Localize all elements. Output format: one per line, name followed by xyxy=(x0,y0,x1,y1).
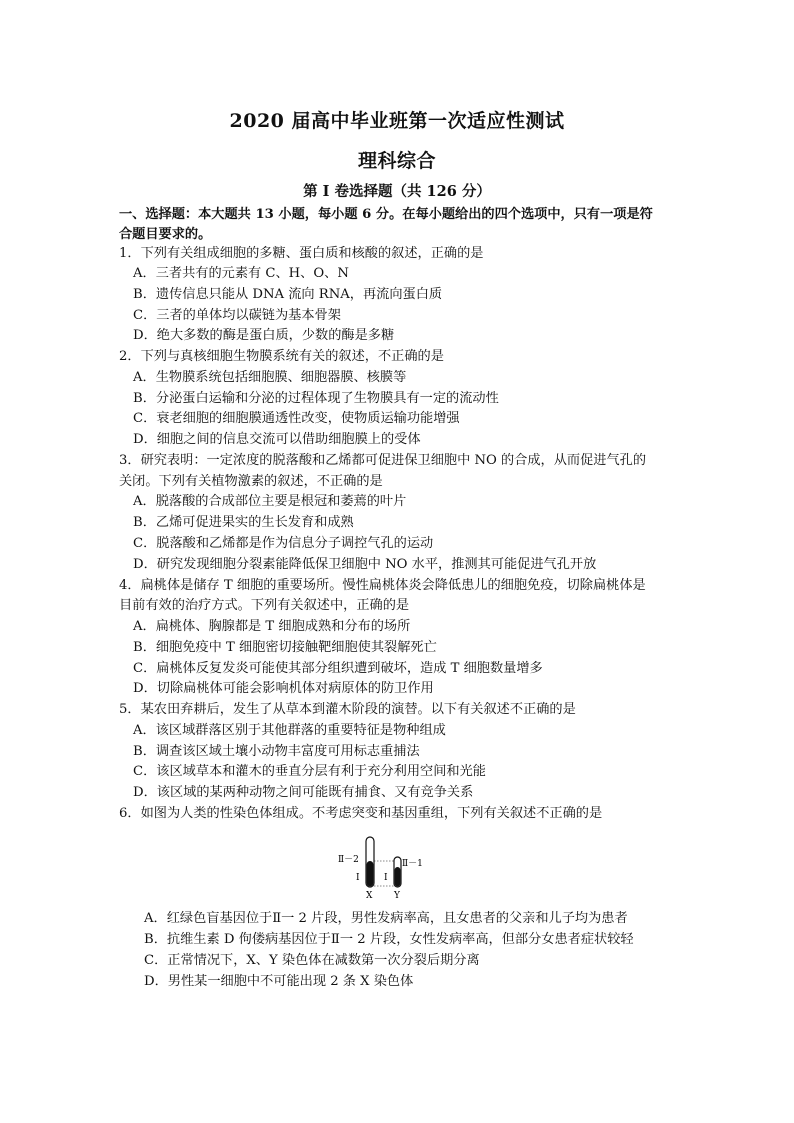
question-3-option-b: B．乙烯可促进果实的生长发育和成熟 xyxy=(133,515,354,530)
instructions-line-2: 合题目要求的。 xyxy=(119,227,212,242)
page-subtitle: 理科综合 xyxy=(357,150,436,172)
x-chromosome xyxy=(366,837,374,887)
question-6-stem: 6．如图为人类的性染色体组成。不考虑突变和基因重组，下列有关叙述不正确的是 xyxy=(119,806,603,821)
question-6-option-d: D．男性某一细胞中不可能出现 2 条 X 染色体 xyxy=(144,974,414,989)
question-3-option-c: C．脱落酸和乙烯都是作为信息分子调控气孔的运动 xyxy=(133,536,434,551)
question-5-option-c: C．该区域草本和灌木的垂直分层有利于充分利用空间和光能 xyxy=(133,764,486,779)
question-5-option-d: D．该区域的某两种动物之间可能既有捕食、又有竞争关系 xyxy=(133,785,474,800)
label-x: X xyxy=(366,891,373,901)
label-y-segment-1: Ⅰ xyxy=(384,873,388,883)
question-5-stem: 5．某农田弃耕后，发生了从草本到灌木阶段的演替。以下有关叙述不正确的是 xyxy=(119,702,576,717)
question-4-option-d: D．切除扁桃体可能会影响机体对病原体的防卫作用 xyxy=(133,681,434,696)
label-y: Y xyxy=(394,891,400,901)
y-chromosome xyxy=(394,857,401,887)
question-4-stem-line-2: 目前有效的治疗方式。下列有关叙述中，正确的是 xyxy=(119,598,410,613)
question-1-stem: 1．下列有关组成细胞的多糖、蛋白质和核酸的叙述，正确的是 xyxy=(119,246,484,261)
label-y-segment-2: Ⅱ－1 xyxy=(402,859,423,869)
question-4-option-c: C．扁桃体反复发炎可能使其部分组织遭到破坏，造成 T 细胞数量增多 xyxy=(133,661,543,676)
question-3-stem-line-2: 关闭。下列有关植物激素的叙述，不正确的是 xyxy=(119,474,383,489)
question-6-option-b: B．抗维生素 D 佝偻病基因位于Ⅱ一 2 片段，女性发病率高，但部分女患者症状较轻 xyxy=(144,932,634,947)
label-x-segment-2: Ⅱ－2 xyxy=(338,855,359,865)
question-1-option-c: C．三者的单体均以碳链为基本骨架 xyxy=(133,308,341,323)
question-1-option-d: D．绝大多数的酶是蛋白质，少数的酶是多糖 xyxy=(133,328,395,343)
question-4-option-a: A．扁桃体、胸腺都是 T 细胞成熟和分布的场所 xyxy=(133,619,411,634)
question-1-option-b: B．遗传信息只能从 DNA 流向 RNA，再流向蛋白质 xyxy=(133,287,443,302)
question-2-option-d: D．细胞之间的信息交流可以借助细胞膜上的受体 xyxy=(133,432,421,447)
instructions-line-1: 一、选择题：本大题共 13 小题，每小题 6 分。在每小题给出的四个选项中，只有一项是符 xyxy=(119,207,653,222)
sex-chromosome-figure xyxy=(336,832,436,902)
question-3-stem-line-1: 3．研究表明：一定浓度的脱落酸和乙烯都可促进保卫细胞中 NO 的合成，从而促进气孔的 xyxy=(119,453,647,468)
question-6-option-c: C．正常情况下，X、Y 染色体在减数第一次分裂后期分离 xyxy=(144,953,480,968)
question-3-option-a: A．脱落酸的合成部位主要是根冠和萎蔫的叶片 xyxy=(133,494,407,509)
section-heading: 第 I 卷选择题（共 126 分） xyxy=(303,183,491,200)
question-3-option-d: D．研究发现细胞分裂素能降低保卫细胞中 NO 水平，推测其可能促进气孔开放 xyxy=(133,557,597,572)
question-2-option-b: B．分泌蛋白运输和分泌的过程体现了生物膜具有一定的流动性 xyxy=(133,391,499,406)
question-5-option-b: B．调查该区域土壤小动物丰富度可用标志重捕法 xyxy=(133,744,420,759)
label-x-segment-1: Ⅰ xyxy=(356,873,360,883)
question-2-stem: 2．下列与真核细胞生物膜系统有关的叙述，不正确的是 xyxy=(119,349,444,364)
question-4-option-b: B．细胞免疫中 T 细胞密切接触靶细胞使其裂解死亡 xyxy=(133,640,437,655)
question-6-option-a: A．红绿色盲基因位于Ⅱ一 2 片段，男性发病率高，且女患者的父亲和儿子均为患者 xyxy=(144,911,628,926)
question-4-stem-line-1: 4．扁桃体是储存 T 细胞的重要场所。慢性扁桃体炎会降低患儿的细胞免疫，切除扁桃体是 xyxy=(119,578,646,593)
question-2-option-c: C．衰老细胞的细胞膜通透性改变，使物质运输功能增强 xyxy=(133,411,460,426)
question-1-option-a: A．三者共有的元素有 C、H、O、N xyxy=(133,266,349,281)
question-2-option-a: A．生物膜系统包括细胞膜、细胞器膜、核膜等 xyxy=(133,370,407,385)
question-5-option-a: A．该区域群落区别于其他群落的重要特征是物种组成 xyxy=(133,723,446,738)
page-title: 2020 届高中毕业班第一次适应性测试 xyxy=(229,110,565,132)
